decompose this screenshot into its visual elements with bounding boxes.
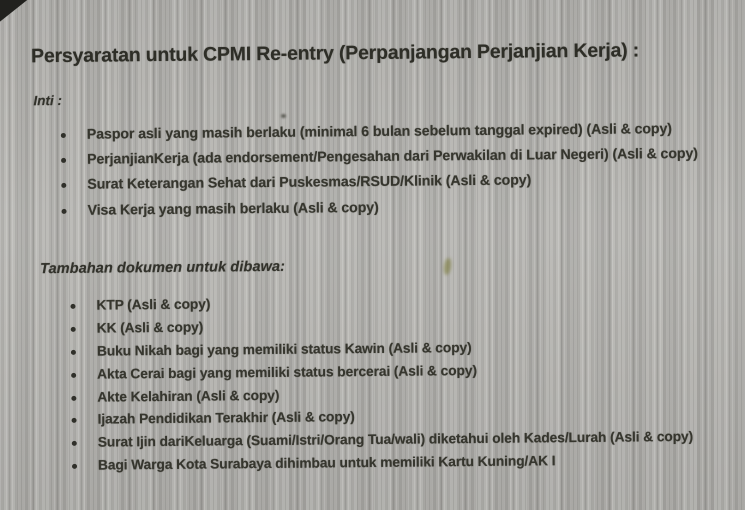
bullet-icon: [62, 208, 67, 213]
list-item-text: Akte Kelahiran (Asli & copy): [97, 387, 280, 405]
bullet-icon: [71, 327, 76, 332]
core-requirements-list: [61, 121, 699, 228]
list-item-text: Surat Keterangan Sehat dari Puskesmas/RSUD/Klinik (Asli & copy): [87, 172, 532, 194]
bullet-icon: [61, 183, 66, 188]
bullet-icon: [71, 350, 76, 355]
list-item-text: Surat Ijin dariKeluarga (Suami/Istri/Orang Tua/wali) diketahui oleh Kades/Lurah (Asli & copy): [97, 429, 694, 450]
list-item-text: KTP (Asli & copy): [96, 296, 211, 313]
bullet-icon: [72, 464, 77, 469]
additional-documents-list: [70, 292, 693, 481]
section-heading-inti: Inti :: [33, 92, 63, 109]
list-item: [61, 196, 698, 227]
list-item-text: Bagi Warga Kota Surabaya dihimbau untuk memiliki Kartu Kuning/AK I: [97, 453, 556, 473]
bullet-icon: [71, 395, 76, 400]
list-item-text: Buku Nikah bagi yang memiliki status Kawin (Asli & copy): [96, 339, 472, 359]
section-heading-tambahan: Tambahan dokumen untuk dibawa:: [40, 258, 286, 278]
bullet-icon: [72, 418, 77, 423]
bullet-icon: [72, 441, 77, 446]
bullet-icon: [61, 133, 66, 138]
bullet-icon: [71, 372, 76, 377]
bullet-icon: [61, 158, 66, 163]
bullet-icon: [70, 304, 75, 309]
list-item-text: Akta Cerai bagi yang memiliki status bercerai (Asli & copy): [97, 362, 477, 382]
list-item-text: Paspor asli yang masih berlaku (minimal 6 bulan sebelum tanggal expired) (Asli & copy): [86, 121, 672, 143]
list-item: [72, 452, 694, 481]
list-item-text: Visa Kerja yang masih berlaku (Asli & copy): [87, 199, 379, 219]
page-title: Persyaratan untuk CPMI Re-entry (Perpanjangan Perjanjian Kerja) :: [30, 39, 640, 68]
list-item-text: PerjanjianKerja (ada endorsement/Pengesahan dari Perwakilan di Luar Negeri) (Asli & copy): [86, 146, 698, 168]
list-item-text: KK (Asli & copy): [96, 319, 204, 336]
list-item-text: Ijazah Pendidikan Terakhir (Asli & copy): [97, 409, 355, 428]
